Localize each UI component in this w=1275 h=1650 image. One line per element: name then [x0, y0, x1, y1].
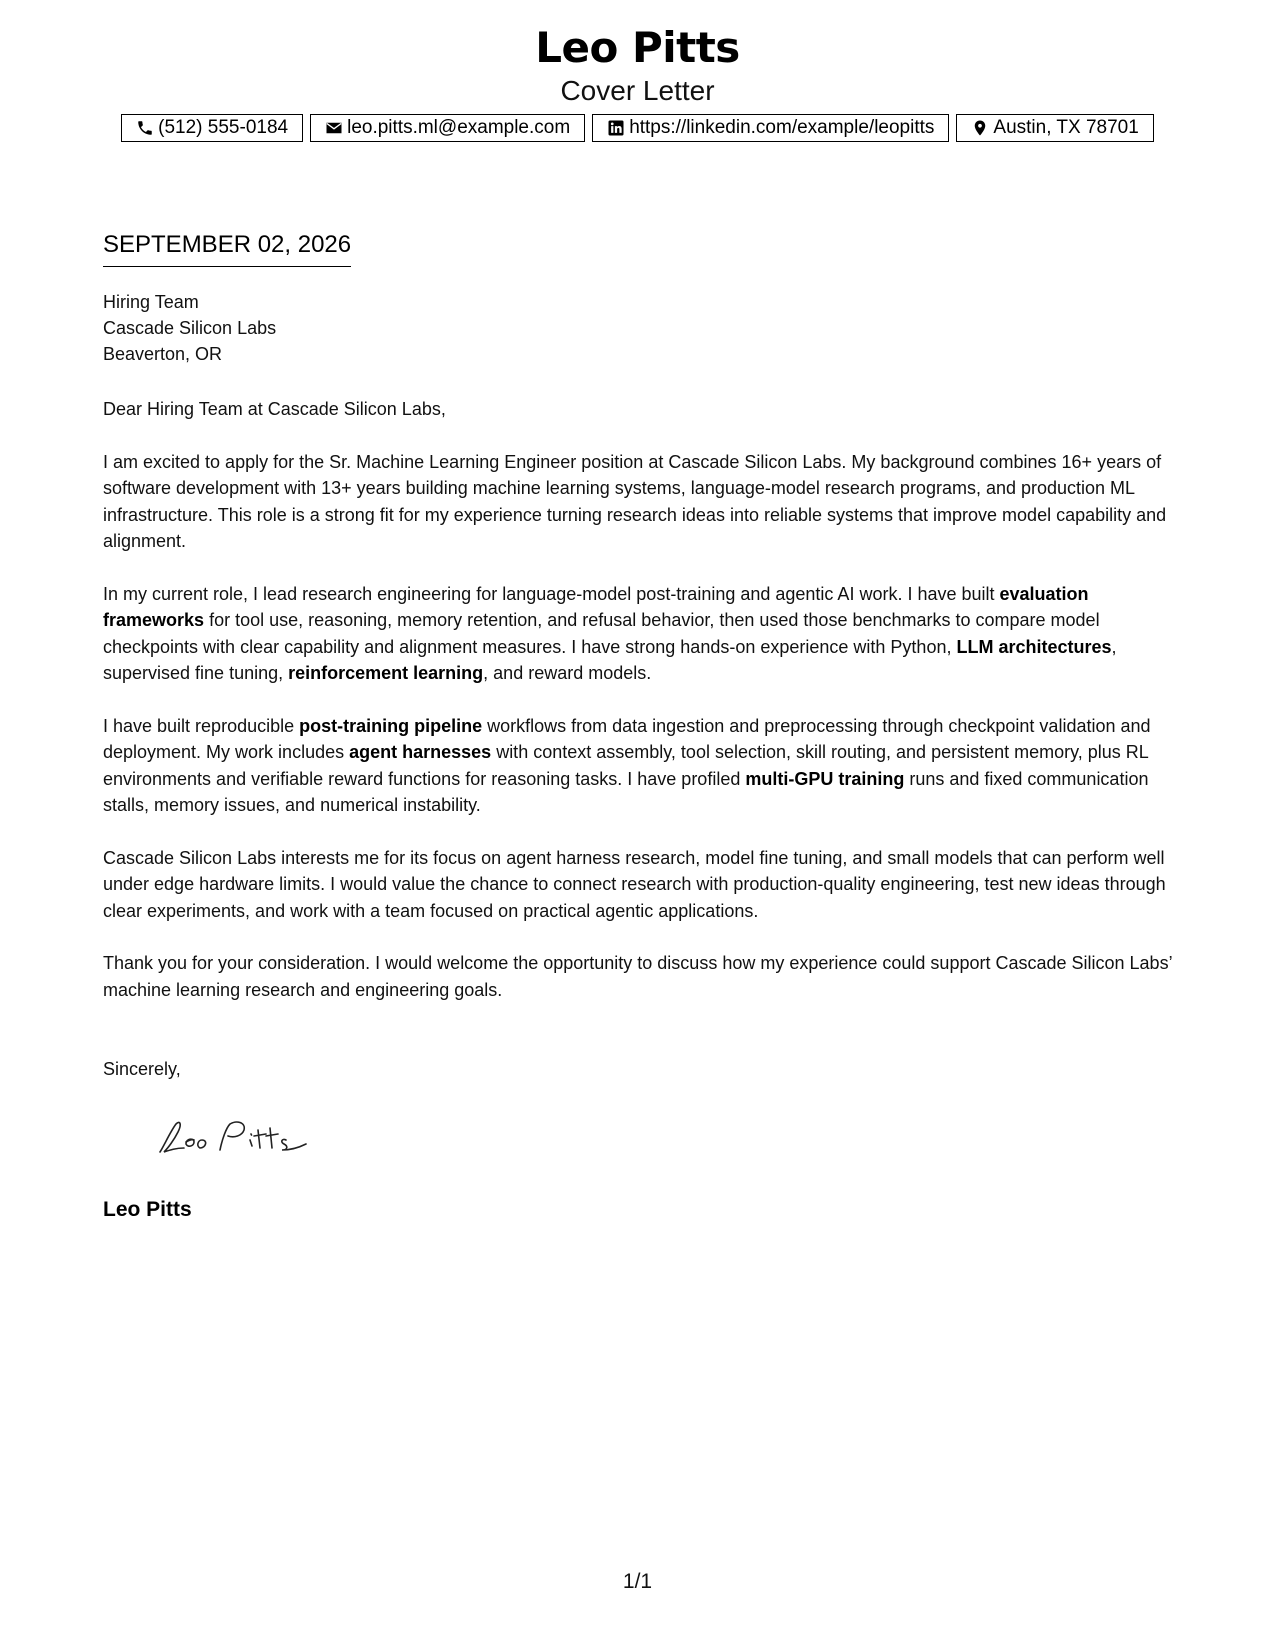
body-paragraph: I have built reproducible post-training pipeline workflows from data ingestion and preprocessing through checkpoint validation and deployment. My work includes agent harnesses with context assembly, tool selection, skill routing, and persistent memory, plus RL environments and verifiable reward functions for reasoning tasks. I have profiled multi-GPU training runs and fixed communication stalls, memory issues, and numerical instability.	[103, 715, 1151, 815]
phone-icon	[136, 119, 154, 137]
location-text: Austin, TX 78701	[993, 117, 1139, 138]
phone-text: (512) 555-0184	[158, 117, 289, 138]
email-text: leo.pitts.ml@example.com	[347, 117, 571, 138]
recipient-block	[103, 289, 276, 367]
recipient-line: Beaverton, OR	[103, 344, 223, 364]
body-paragraph: Thank you for your consideration. I would welcome the opportunity to discuss how my experience could support Cascade Silicon Labs’ machine learning research and engineering goals.	[103, 953, 1172, 1000]
page-number: 1/1	[622, 1570, 653, 1593]
keyword: agent harnesses	[349, 742, 492, 762]
keyword: multi-GPU training	[745, 768, 905, 789]
signer-name: Leo Pitts	[103, 1198, 192, 1221]
letter-body	[103, 396, 1178, 1029]
closing-line: Sincerely,	[103, 1059, 181, 1079]
keyword: LLM architectures	[956, 636, 1112, 657]
handwritten-signature	[150, 1112, 320, 1162]
author-name: Leo Pitts	[535, 23, 740, 72]
linkedin-text: https://linkedin.com/example/leopitts	[629, 117, 935, 138]
body-paragraph: In my current role, I lead research engineering for language-model post-training and agentic AI work. I have built evaluation frameworks for tool use, reasoning, memory retention, and refusal behavior, then used those benchmarks to compare model checkpoints with clear capability and alignment measures. I have strong hands-on experience with Python, LLM architectures, supervised fine tuning, reinforcement learning, and reward models.	[103, 583, 1117, 683]
contact-email[interactable]	[310, 114, 585, 142]
body-paragraph: Cascade Silicon Labs interests me for its focus on agent harness research, model fine tuning, and small models that can perform well under edge hardware limits. I would value the chance to connect research with production-quality engineering, test new ideas through clear experiments, and work with a team focused on practical agentic applications.	[103, 847, 1166, 921]
letter-date: SEPTEMBER 02, 2026	[103, 230, 351, 267]
keyword: reinforcement learning	[288, 663, 484, 683]
keyword: evaluation frameworks	[103, 583, 1089, 630]
salutation: Dear Hiring Team at Cascade Silicon Labs,	[103, 399, 446, 419]
keyword: post-training pipeline	[299, 715, 483, 736]
contact-bar	[0, 114, 1275, 142]
body-paragraph: I am excited to apply for the Sr. Machine Learning Engineer position at Cascade Silicon Labs. My background combines 16+ years of software development with 13+ years building machine learning systems, language-model research programs, and production ML infrastructure. This role is a strong fit for my experience turning research ideas into reliable systems that improve model capability and alignment.	[103, 451, 1167, 551]
contact-location[interactable]	[956, 114, 1153, 142]
envelope-icon	[325, 119, 343, 137]
contact-phone[interactable]	[121, 114, 303, 142]
document-subtitle: Cover Letter	[560, 75, 715, 106]
recipient-line: Cascade Silicon Labs	[103, 318, 277, 338]
linkedin-icon	[607, 119, 625, 137]
contact-linkedin[interactable]	[592, 114, 949, 142]
letter-header	[0, 22, 1275, 108]
recipient-line: Hiring Team	[103, 292, 199, 312]
map-pin-icon	[971, 119, 989, 137]
